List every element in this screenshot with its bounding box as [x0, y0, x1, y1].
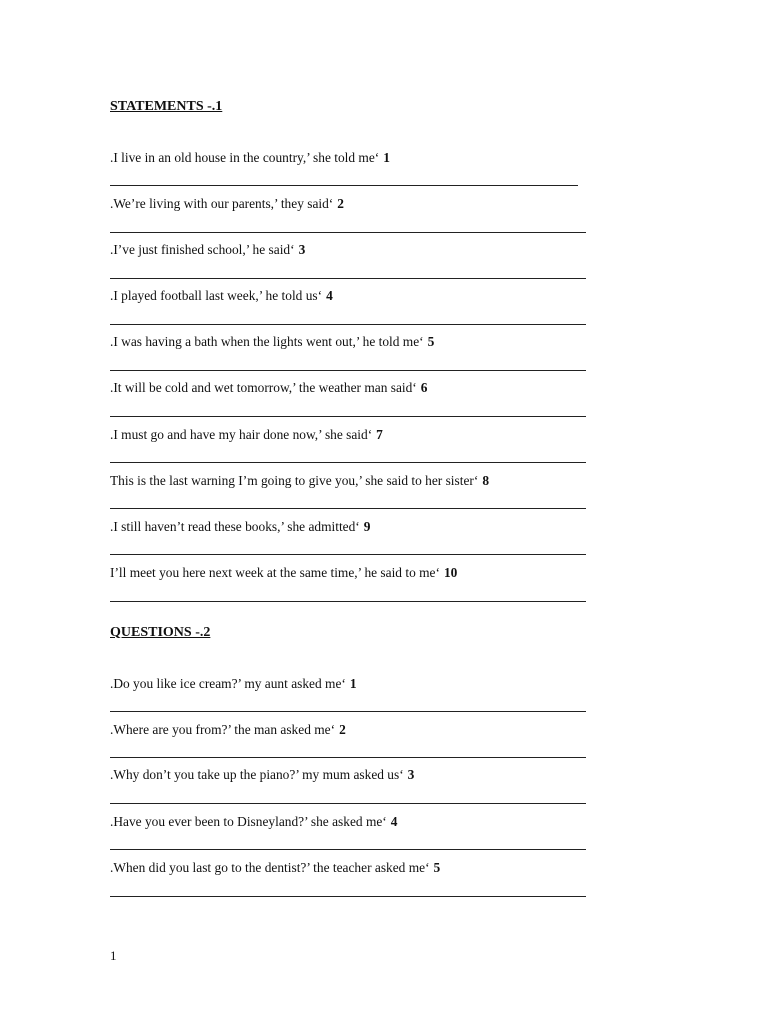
statement-item-6	[110, 380, 427, 396]
item-number: 1	[349, 676, 357, 691]
statement-item-9	[110, 519, 370, 535]
statement-item-1	[110, 150, 390, 166]
item-number: 4	[390, 814, 398, 829]
answer-line[interactable]	[110, 711, 586, 712]
item-text: .When did you last go to the dentist?’ the teacher asked me‘	[110, 860, 430, 875]
item-text: .I live in an old house in the country,’ she told me‘	[110, 150, 380, 165]
item-text: This is the last warning I’m going to give you,’ she said to her sister‘	[110, 473, 479, 488]
item-text: .I played football last week,’ he told us‘	[110, 288, 323, 303]
item-number: 6	[420, 380, 428, 395]
item-text: .I’ve just finished school,’ he said‘	[110, 242, 295, 257]
answer-line[interactable]	[110, 757, 586, 758]
statement-item-5	[110, 334, 434, 350]
answer-line[interactable]	[110, 278, 586, 279]
item-text: .Where are you from?’ the man asked me‘	[110, 722, 336, 737]
question-item-4	[110, 814, 397, 830]
answer-line[interactable]	[110, 324, 586, 325]
item-number: 10	[443, 565, 458, 580]
question-item-3	[110, 767, 414, 783]
answer-line[interactable]	[110, 416, 586, 417]
item-text: .I must go and have my hair done now,’ she said‘	[110, 427, 373, 442]
item-number: 3	[298, 242, 306, 257]
section-heading-statements: STATEMENTS -.1	[110, 99, 223, 114]
answer-line[interactable]	[110, 896, 586, 897]
item-text: .Have you ever been to Disneyland?’ she asked me‘	[110, 814, 387, 829]
answer-line[interactable]	[110, 554, 586, 555]
statement-item-7	[110, 427, 383, 443]
item-text: .I was having a bath when the lights went out,’ he told me‘	[110, 334, 424, 349]
item-number: 9	[363, 519, 371, 534]
answer-line[interactable]	[110, 462, 586, 463]
item-text: .We’re living with our parents,’ they said‘	[110, 196, 334, 211]
answer-line[interactable]	[110, 185, 578, 186]
item-number: 5	[427, 334, 435, 349]
item-text: .Why don’t you take up the piano?’ my mum asked us‘	[110, 767, 404, 782]
item-number: 8	[482, 473, 490, 488]
item-text: .Do you like ice cream?’ my aunt asked me‘	[110, 676, 346, 691]
item-number: 5	[433, 860, 441, 875]
statement-item-10	[110, 565, 457, 581]
question-item-5	[110, 860, 440, 876]
question-item-1	[110, 676, 357, 692]
answer-line[interactable]	[110, 803, 586, 804]
statement-item-8	[110, 473, 489, 489]
item-text: .It will be cold and wet tomorrow,’ the weather man said‘	[110, 380, 417, 395]
item-number: 1	[383, 150, 390, 165]
item-number: 3	[407, 767, 415, 782]
item-number: 2	[339, 722, 346, 737]
item-number: 2	[337, 196, 344, 211]
question-item-2	[110, 722, 346, 738]
item-number: 7	[376, 427, 383, 442]
statement-item-3	[110, 242, 305, 258]
page-number: 1	[110, 948, 117, 963]
answer-line[interactable]	[110, 508, 586, 509]
answer-line[interactable]	[110, 370, 586, 371]
item-text: .I still haven’t read these books,’ she admitted‘	[110, 519, 360, 534]
section-heading-questions: QUESTIONS -.2	[110, 625, 211, 640]
answer-line[interactable]	[110, 849, 586, 850]
item-text: I’ll meet you here next week at the same time,’ he said to me‘	[110, 565, 440, 580]
answer-line[interactable]	[110, 601, 586, 602]
item-number: 4	[326, 288, 333, 303]
answer-line[interactable]	[110, 232, 586, 233]
statement-item-2	[110, 196, 344, 212]
statement-item-4	[110, 288, 333, 304]
